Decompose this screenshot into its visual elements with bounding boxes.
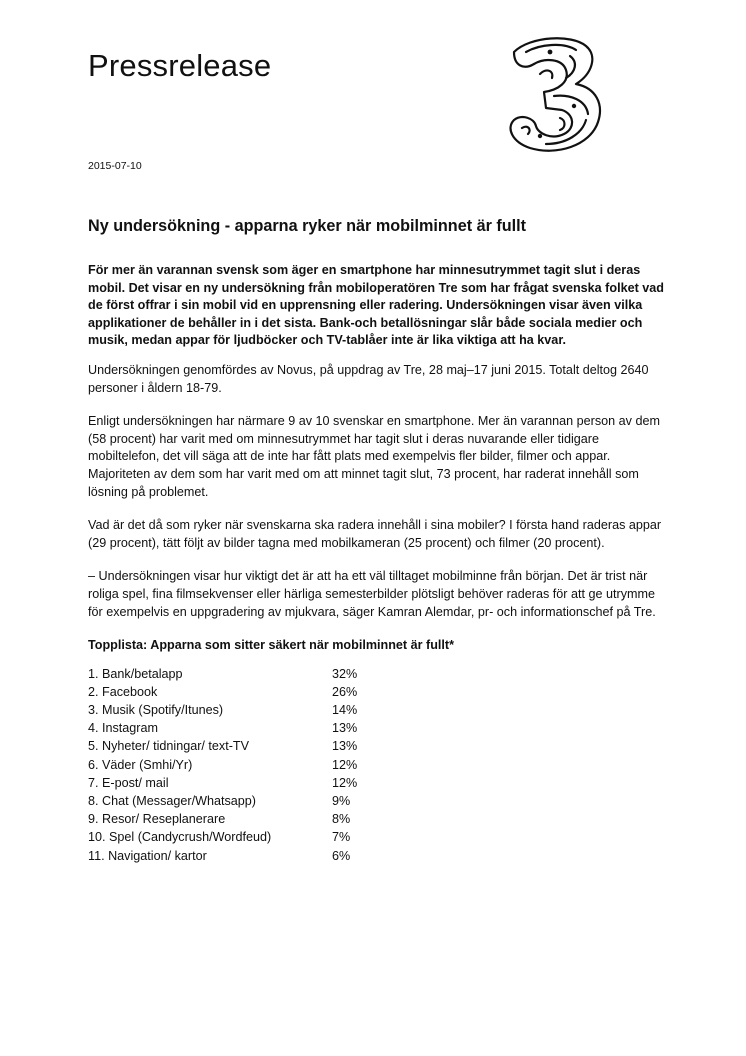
article-body	[88, 216, 668, 865]
app-percent: 14%	[332, 703, 358, 718]
app-name: 2. Facebook	[88, 684, 158, 699]
app-percent: 13%	[332, 739, 358, 754]
article-paragraph: Vad är det då som ryker när svenskarna ska radera innehåll i sina mobiler? I första hand raderas appar (29 procent), tätt följt av bilder tagna med mobilkameran (25 procent) och filmer (20 procent).	[88, 518, 662, 550]
article-paragraph: Enligt undersökningen har närmare 9 av 10 svenskar en smartphone. Mer än varannan person av dem (58 procent) har varit med om minnesutrymmet har tagit slut i deras nuvarande eller tidigare mobiltelefon, det vill säga att de inte har fått plats med exempelvis fler bilder, filmer och appar. Majoriteten av dem som har varit med om att minnet tagit slut, 73 procent, har raderat innehåll som lösning på problemet.	[88, 414, 660, 499]
app-percent: 13%	[332, 721, 358, 736]
list-item	[88, 810, 668, 828]
list-item	[88, 737, 668, 755]
app-name: 7. E-post/ mail	[88, 775, 169, 790]
article-paragraph: – Undersökningen visar hur viktigt det är att ha ett väl tilltaget mobilminne från början. Det är trist när roliga spel, fina filmsekvenser eller härliga semesterbilder plötsligt behöver raderas för att ge utrymme för exempelvis en uppgradering av mjukvara, säger Kamran Alemdar, pr- och informationschef på Tre.	[88, 569, 656, 619]
app-percent: 32%	[332, 666, 358, 681]
app-name: 11. Navigation/ kartor	[88, 848, 207, 863]
list-item	[88, 847, 668, 865]
app-name: 9. Resor/ Reseplanerare	[88, 812, 226, 827]
app-percent: 12%	[332, 775, 358, 790]
app-percent: 8%	[332, 812, 351, 827]
toplist	[88, 665, 668, 865]
app-name: 10. Spel (Candycrush/Wordfeud)	[88, 830, 272, 845]
page-title: Pressrelease	[88, 48, 272, 83]
three-logo-icon	[500, 30, 608, 158]
app-percent: 12%	[332, 757, 358, 772]
app-name: 8. Chat (Messager/Whatsapp)	[88, 794, 256, 808]
list-item	[88, 719, 668, 737]
article-paragraph: Undersökningen genomfördes av Novus, på uppdrag av Tre, 28 maj–17 juni 2015. Totalt deltog 2640 personer i åldern 18-79.	[88, 362, 649, 395]
list-item	[88, 683, 668, 701]
app-percent: 9%	[332, 794, 351, 808]
list-item	[88, 756, 668, 774]
app-name: 5. Nyheter/ tidningar/ text-TV	[88, 739, 249, 754]
app-percent: 6%	[332, 848, 351, 863]
article-lead: För mer än varannan svensk som äger en smartphone har minnesutrymmet tagit slut i deras mobil. Det visar en ny undersökning från mobiloperatören Tre som har frågat svenska folket vad de först offrar i sin mobil vid en upprensning eller radering. Undersökningen visar även vilka applikationer de behåller in i det sista. Bank-och betallösningar slår både sociala medier och musik, medan appar för ljudböcker och TV-tablåer inte är lika viktiga att ha kvar.	[88, 263, 664, 348]
app-percent: 7%	[332, 830, 351, 845]
list-item	[88, 701, 668, 719]
app-name: 6. Väder (Smhi/Yr)	[88, 757, 193, 772]
article-headline: Ny undersökning - apparna ryker när mobilminnet är fullt	[88, 217, 527, 235]
toplist-title: Topplista: Apparna som sitter säkert när mobilminnet är fullt*	[88, 638, 454, 653]
list-item	[88, 665, 668, 683]
list-item	[88, 774, 668, 792]
list-item	[88, 828, 668, 846]
app-name: 4. Instagram	[88, 721, 158, 736]
app-name: 1. Bank/betalapp	[88, 666, 183, 681]
app-percent: 26%	[332, 684, 358, 699]
release-date: 2015-07-10	[88, 160, 142, 172]
app-name: 3. Musik (Spotify/Itunes)	[88, 703, 224, 718]
list-item	[88, 792, 668, 810]
